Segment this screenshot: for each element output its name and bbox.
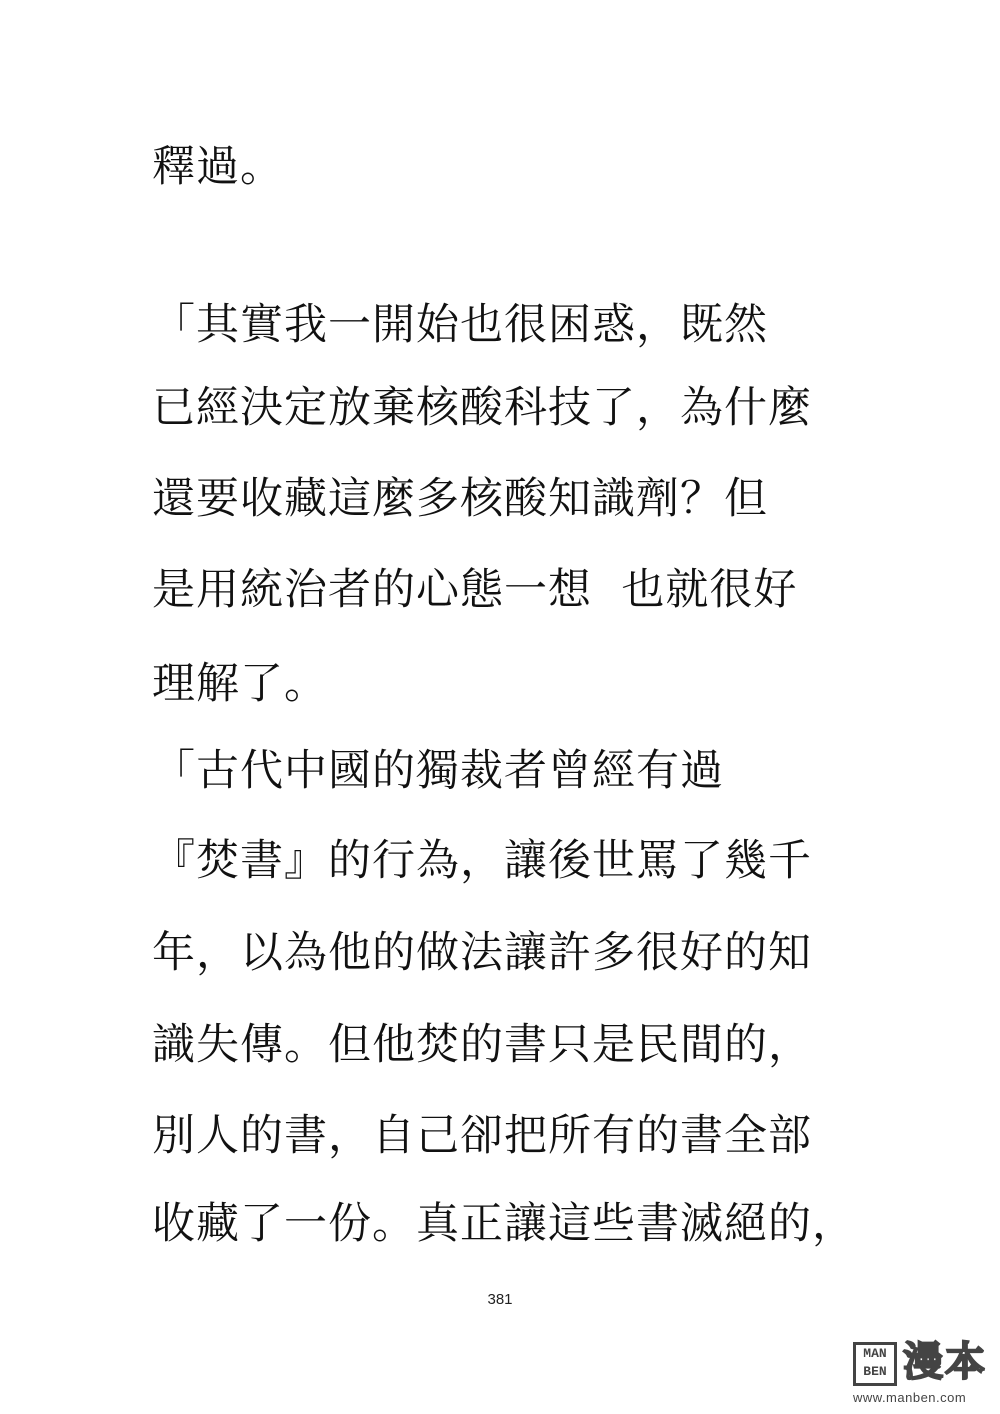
watermark-url: www.manben.com [853, 1390, 967, 1405]
text-line-3: 已經決定放棄核酸科技了，為什麼 [152, 383, 812, 433]
text-line-6: 理解了。 [152, 659, 328, 709]
text-line-2: 「其實我一開始也很困惑，既然 [152, 300, 768, 350]
watermark [853, 1340, 993, 1406]
watermark-logo-bottom: BEN [863, 1364, 887, 1379]
watermark-name: 漫本 [903, 1339, 987, 1385]
page-number: 381 [487, 1291, 513, 1308]
text-line-9: 年，以為他的做法讓許多很好的知 [152, 928, 812, 978]
text-line-12: 收藏了一份。真正讓這些書滅絕的， [152, 1199, 856, 1249]
text-line-7: 「古代中國的獨裁者曾經有過 [152, 746, 724, 796]
text-line-5: 是用統治者的心態一想 也就很好 [152, 565, 798, 615]
watermark-logo-top: MAN [863, 1346, 887, 1361]
watermark-logo-icon [853, 1342, 897, 1386]
text-line-11: 別人的書，自己卻把所有的書全部 [152, 1111, 812, 1161]
text-line-1: 釋過。 [152, 142, 284, 192]
text-line-4: 還要收藏這麼多核酸知識劑？但 [152, 474, 768, 524]
text-line-8: 『焚書』的行為，讓後世罵了幾千 [152, 836, 812, 886]
text-line-10: 識失傳。但他焚的書只是民間的， [152, 1020, 812, 1070]
